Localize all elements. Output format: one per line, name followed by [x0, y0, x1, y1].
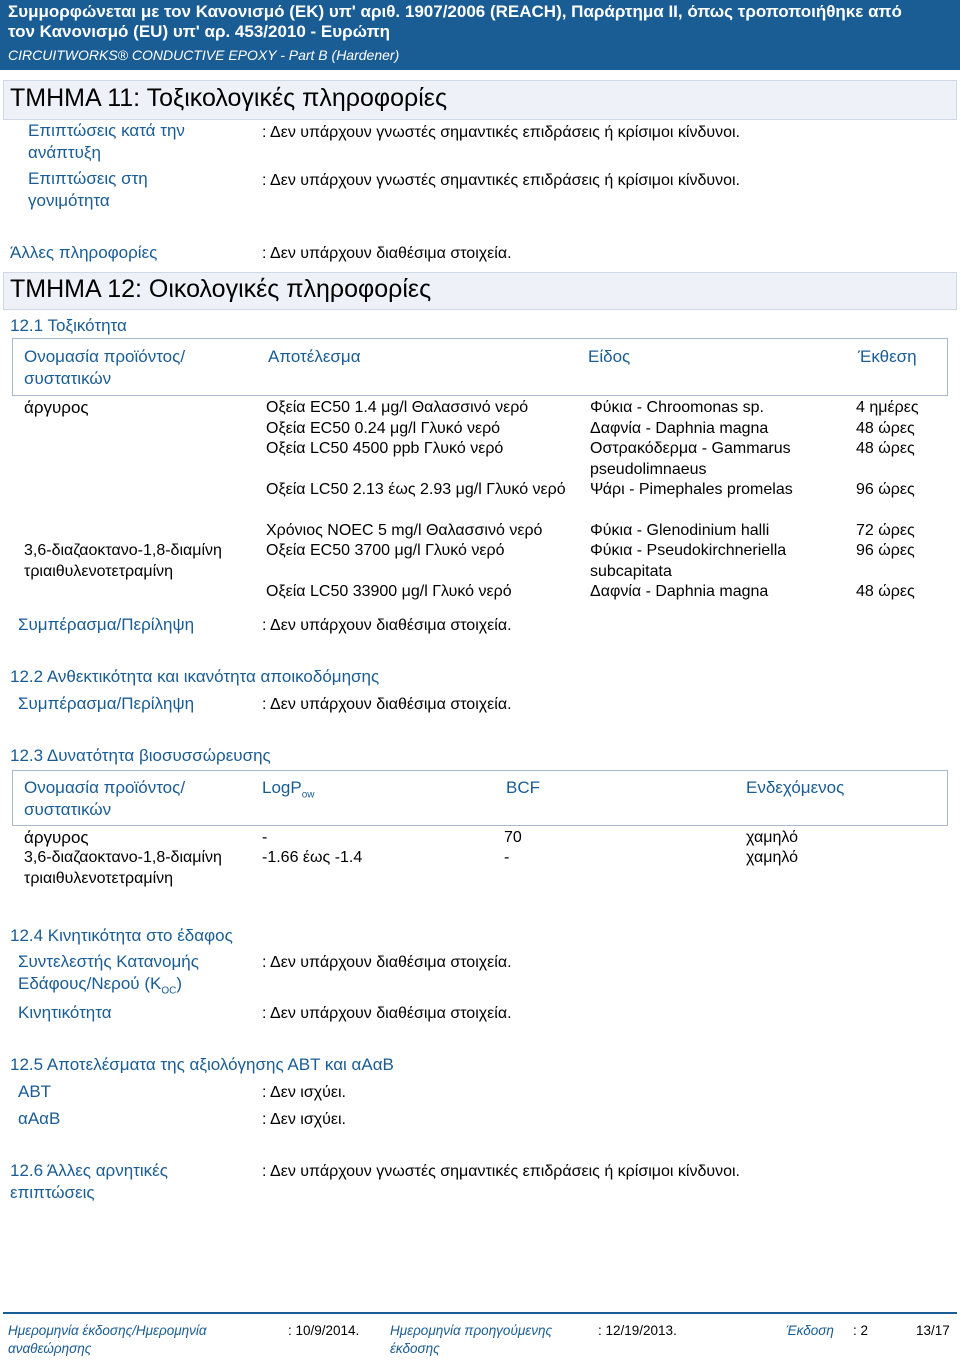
toxicity-conclusion-label: Συμπέρασμα/Περίληψη	[18, 615, 195, 634]
bioaccumulation-col-bcf: BCF	[506, 778, 540, 797]
toxicity-subtitle: 12.1 Τοξικότητα	[10, 316, 127, 335]
footer-issue-date-label: Ημερομηνία έκδοσης/Ημερομηνία αναθεώρησης	[8, 1323, 207, 1356]
other-adverse-label: 12.6 Άλλες αρνητικές επιπτώσεις	[10, 1161, 168, 1202]
persistence-conclusion-value: : Δεν υπάρχουν διαθέσιμα στοιχεία.	[262, 696, 512, 713]
pbt-label: ΑΒΤ	[18, 1082, 52, 1101]
toxicity-conclusion-value: : Δεν υπάρχουν διαθέσιμα στοιχεία.	[262, 617, 512, 634]
pbt-subtitle: 12.5 Αποτελέσματα της αξιολόγησης ΑΒΤ και αΑαΒ	[10, 1055, 394, 1074]
bioaccumulation-potential: χαμηλό	[746, 829, 798, 846]
bioaccumulation-bcf: 70	[504, 829, 522, 846]
toxicity-result: Χρόνιος NOEC 5 mg/l Θαλασσινό νερό	[266, 522, 543, 539]
toxicity-exposure: 4 ημέρες	[856, 399, 919, 416]
toxicity-result: Οξεία EC50 0.24 μg/l Γλυκό νερό	[266, 420, 501, 437]
footer-previous-date-value: : 12/19/2013.	[598, 1323, 677, 1338]
toxicity-substance-teta: 3,6-διαζαοκτανο-1,8-διαμίνη τριαιθυλενοτετραμίνη	[24, 542, 222, 580]
toxicity-exposure: 48 ώρες	[856, 583, 915, 600]
bioaccumulation-subtitle: 12.3 Δυνατότητα βιοσυσσώρευσης	[10, 746, 271, 765]
toxicity-species: Δαφνία - Daphnia magna	[590, 420, 769, 437]
toxicity-exposure: 48 ώρες	[856, 420, 915, 437]
toxicity-species: Φύκια - Pseudokirchneriella subcapitata	[590, 542, 787, 580]
bioaccumulation-logp: -	[262, 829, 268, 846]
koc-value: : Δεν υπάρχουν διαθέσιμα στοιχεία.	[262, 954, 512, 971]
toxicity-exposure: 96 ώρες	[856, 481, 915, 498]
toxicity-result: Οξεία LC50 33900 μg/l Γλυκό νερό	[266, 583, 512, 600]
toxicity-col-exposure: Έκθεση	[858, 347, 917, 366]
mobility-label: Κινητικότητα	[18, 1003, 112, 1022]
bioaccumulation-col-potential: Ενδεχόμενος	[746, 778, 845, 797]
toxicity-exposure: 72 ώρες	[856, 522, 915, 539]
toxicity-species: Οστρακόδερμα - Gammarus pseudolimnaeus	[590, 440, 791, 478]
fertility-effects-label: Επιπτώσεις στη γονιμότητα	[28, 169, 148, 210]
bioaccumulation-potential: χαμηλό	[746, 849, 798, 866]
section-11-title: ΤΜΗΜΑ 11: Τοξικολογικές πληροφορίες	[10, 84, 447, 112]
toxicity-result: Οξεία EC50 3700 μg/l Γλυκό νερό	[266, 542, 505, 559]
footer-previous-date-label: Ημερομηνία προηγούμενης έκδοσης	[390, 1323, 553, 1356]
bioaccumulation-bcf: -	[504, 849, 510, 866]
persistence-conclusion-label: Συμπέρασμα/Περίληψη	[18, 694, 195, 713]
bioaccumulation-col-logp: LogP$_{ow}$	[262, 778, 315, 801]
footer-page-number: 13/17	[916, 1323, 950, 1338]
pbt-value: : Δεν ισχύει.	[262, 1084, 346, 1101]
mobility-value: : Δεν υπάρχουν διαθέσιμα στοιχεία.	[262, 1005, 512, 1022]
product-name: CIRCUITWORKS® CONDUCTIVE EPOXY - Part B (Hardener)	[8, 47, 400, 63]
toxicity-species: Φύκια - Chroomonas sp.	[590, 399, 764, 416]
toxicity-col-species: Είδος	[588, 347, 631, 366]
regulation-line-2: τον Κανονισμό (ΕU) υπ' αρ. 453/2010 - Ευρώπη	[8, 22, 390, 41]
bioaccumulation-logp: -1.66 έως -1.4	[262, 849, 363, 866]
toxicity-species: Ψάρι - Pimephales promelas	[590, 481, 793, 498]
other-info-label: Άλλες πληροφορίες	[10, 243, 158, 262]
other-adverse-value: : Δεν υπάρχουν γνωστές σημαντικές επιδράσεις ή κρίσιμοι κίνδυνοι.	[262, 1163, 740, 1180]
toxicity-col-result: Αποτέλεσμα	[268, 347, 361, 366]
vpvb-value: : Δεν ισχύει.	[262, 1111, 346, 1128]
persistence-subtitle: 12.2 Ανθεκτικότητα και ικανότητα αποικοδόμησης	[10, 667, 380, 686]
toxicity-species: Φύκια - Glenodinium halli	[590, 522, 770, 539]
other-info-value: : Δεν υπάρχουν διαθέσιμα στοιχεία.	[262, 245, 512, 262]
mobility-subtitle: 12.4 Κινητικότητα στο έδαφος	[10, 926, 233, 945]
section-12-title: ΤΜΗΜΑ 12: Οικολογικές πληροφορίες	[10, 275, 432, 303]
toxicity-substance-silver: άργυρος	[24, 398, 89, 417]
vpvb-label: αΑαΒ	[18, 1109, 61, 1128]
fertility-effects-value: : Δεν υπάρχουν γνωστές σημαντικές επιδράσεις ή κρίσιμοι κίνδυνοι.	[262, 172, 740, 189]
developmental-effects-label: Επιπτώσεις κατά την ανάπτυξη	[28, 121, 185, 162]
toxicity-col-name: Ονομασία προϊόντος/ συστατικών	[24, 347, 186, 388]
footer-version-value: : 2	[853, 1323, 869, 1338]
toxicity-result: Οξεία EC50 1.4 μg/l Θαλασσινό νερό	[266, 399, 529, 416]
toxicity-result: Οξεία LC50 2.13 έως 2.93 μg/l Γλυκό νερό	[266, 481, 566, 498]
bioaccumulation-name: άργυρος	[24, 828, 89, 847]
footer-version-label: Έκδοση	[786, 1323, 834, 1338]
toxicity-exposure: 48 ώρες	[856, 440, 915, 457]
developmental-effects-value: : Δεν υπάρχουν γνωστές σημαντικές επιδράσεις ή κρίσιμοι κίνδυνοι.	[262, 124, 740, 141]
footer-issue-date-value: : 10/9/2014.	[288, 1323, 360, 1338]
toxicity-result: Οξεία LC50 4500 ppb Γλυκό νερό	[266, 440, 504, 457]
koc-label: Συντελεστής Κατανομής Εδάφους/Νερού $(K_{OC})$	[18, 952, 199, 997]
footer-divider	[3, 1312, 957, 1314]
bioaccumulation-name: 3,6-διαζαοκτανο-1,8-διαμίνη τριαιθυλενοτετραμίνη	[24, 849, 222, 887]
toxicity-exposure: 96 ώρες	[856, 542, 915, 559]
toxicity-species: Δαφνία - Daphnia magna	[590, 583, 769, 600]
regulation-line-1: Συμμορφώνεται με τον Κανονισμό (ΕΚ) υπ' αριθ. 1907/2006 (REACH), Παράρτημα ΙΙ, όπως τροποποιήθηκε από	[8, 2, 902, 21]
bioaccumulation-col-name: Ονομασία προϊόντος/ συστατικών	[24, 778, 186, 819]
